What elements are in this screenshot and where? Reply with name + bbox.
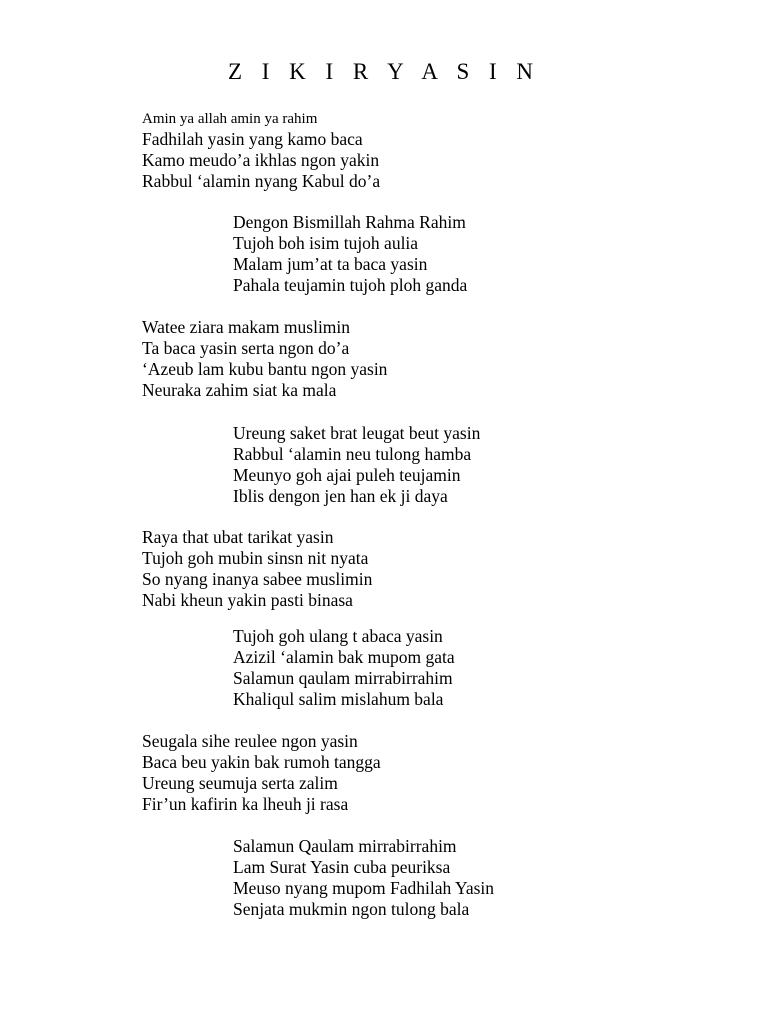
poem-line: Fadhilah yasin yang kamo baca (142, 129, 363, 149)
poem-line: Rabbul ‘alamin neu tulong hamba (233, 444, 472, 464)
stanza-3 (142, 317, 387, 401)
poem-line: Baca beu yakin bak rumoh tangga (142, 752, 381, 772)
poem-line: Ureung seumuja serta zalim (142, 773, 338, 793)
poem-line: Pahala teujamin tujoh ploh ganda (233, 275, 468, 295)
poem-line: Salamun qaulam mirrabirrahim (233, 668, 453, 688)
poem-line: Kamo meudo’a ikhlas ngon yakin (142, 150, 380, 170)
stanza-4 (233, 423, 480, 507)
stanza-5 (142, 527, 372, 611)
poem-line: Salamun Qaulam mirrabirrahim (233, 836, 457, 856)
poem-line: Dengon Bismillah Rahma Rahim (233, 212, 466, 232)
poem-line: Malam jum’at ta baca yasin (233, 254, 428, 274)
poem-line: Tujoh goh mubin sinsn nit nyata (142, 548, 369, 568)
poem-line: Tujoh boh isim tujoh aulia (233, 233, 419, 253)
poem-line: Fir’un kafirin ka lheuh ji rasa (142, 794, 349, 814)
poem-line: Rabbul ‘alamin nyang Kabul do’a (142, 171, 381, 191)
poem-line: Meuso nyang mupom Fadhilah Yasin (233, 878, 495, 898)
poem-line: Ureung saket brat leugat beut yasin (233, 423, 481, 443)
poem-line: Azizil ‘alamin bak mupom gata (233, 647, 455, 667)
stanza-2 (233, 212, 467, 296)
stanza-8 (233, 836, 494, 920)
stanza-7 (142, 731, 381, 815)
poem-line: So nyang inanya sabee muslimin (142, 569, 373, 589)
stanza-1 (142, 110, 380, 192)
poem-line: Neuraka zahim siat ka mala (142, 380, 337, 400)
poem-line: Raya that ubat tarikat yasin (142, 527, 334, 547)
poem-line: Watee ziara makam muslimin (142, 317, 351, 337)
poem-line: Ta baca yasin serta ngon do’a (142, 338, 350, 358)
poem-line: ‘Azeub lam kubu bantu ngon yasin (142, 359, 388, 379)
poem-line: Khaliqul salim mislahum bala (233, 689, 444, 709)
poem-line: Nabi kheun yakin pasti binasa (142, 590, 353, 610)
poem-line: Tujoh goh ulang t abaca yasin (233, 626, 443, 646)
poem-line: Seugala sihe reulee ngon yasin (142, 731, 358, 751)
poem-line: Meunyo goh ajai puleh teujamin (233, 465, 461, 485)
poem-line: Senjata mukmin ngon tulong bala (233, 899, 470, 919)
poem-line: Amin ya allah amin ya rahim (142, 111, 318, 127)
page-title: Z I K I R Y A S I N (227, 59, 541, 84)
poem-line: Iblis dengon jen han ek ji daya (233, 486, 448, 506)
poem-line: Lam Surat Yasin cuba peuriksa (233, 857, 451, 877)
stanza-6 (233, 626, 455, 710)
